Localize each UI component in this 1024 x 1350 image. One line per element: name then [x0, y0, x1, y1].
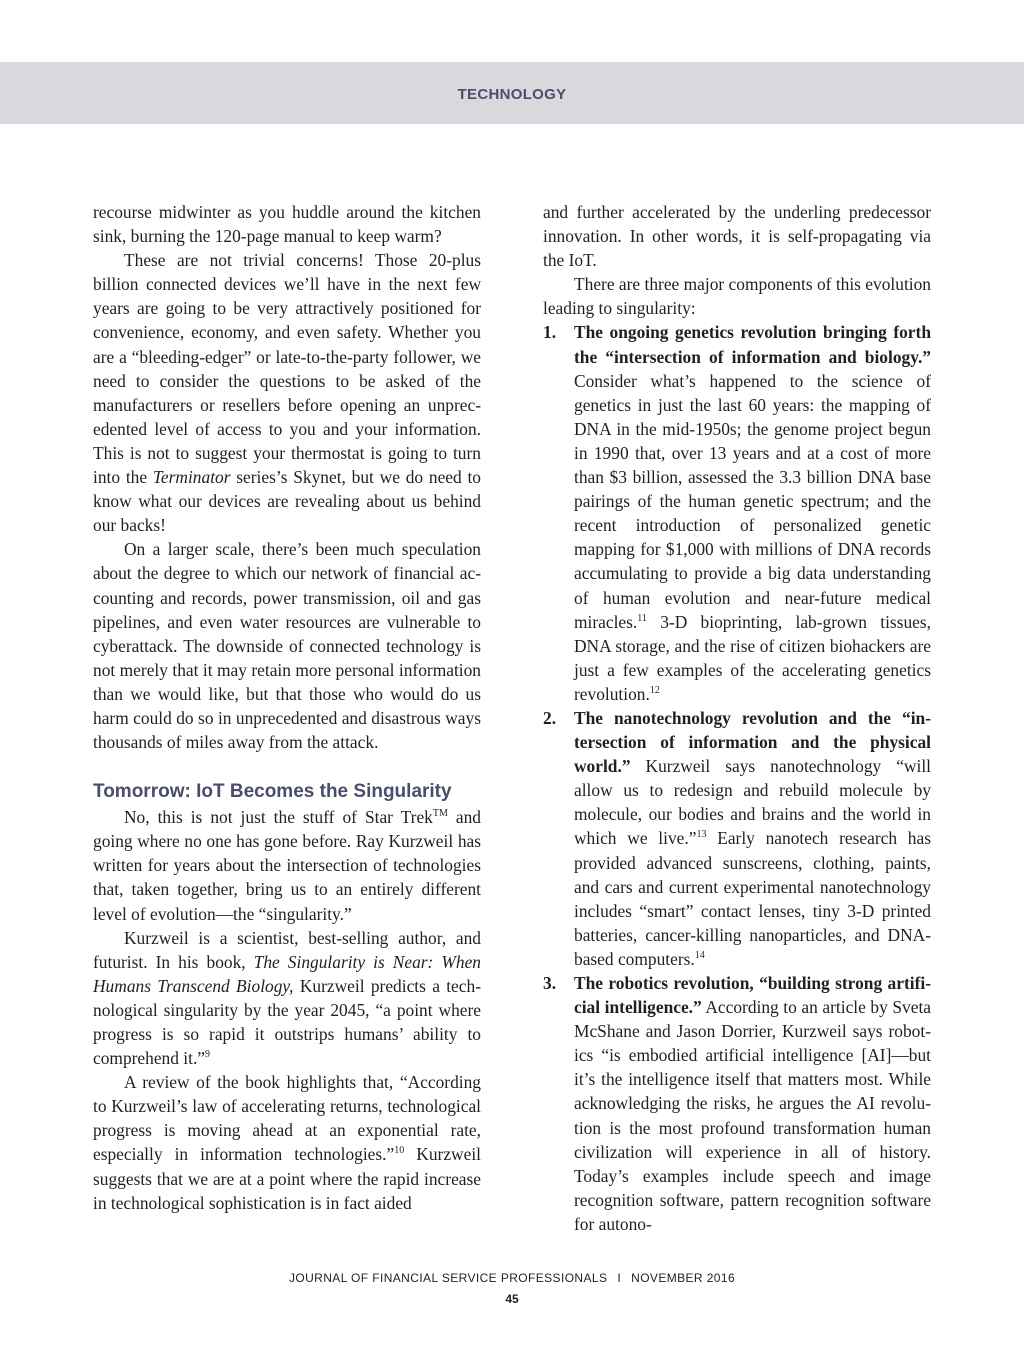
list-item: 1. The ongoing genetics revolution bringing forth the “intersection of information and biology.” Consider what’s happened to the science of genetics in just the last 60 years: the mapping of DNA in the mid-1950s; the genome project begun in 1990 that, over 13 years and at a cost of more than $3 billion, assessed the 3.3 billion DNA base pairings of the human genetic spectrum; and the recent introduction of personalized genetic mapping for $1,000 with millions of DNA records accumulating to provide a big data understanding of human evolution and near-future medical miracles.$^{11}$ 3-D bioprinting, lab-grown tissues, DNA storage, and the rise of citizen biohackers are just a few examples of the accelerating genetics revolution.$^{12}$	[543, 322, 931, 704]
footer-separator: I	[617, 1271, 622, 1285]
list-item: 2. The nanotechnology revolution and the “intersection of information and the physical world.” Kurzweil says nanotechnology “will allow us to redesign and rebuild molecule by molecule, our bodies and brains and the world in which we live.”$^{13}$ Early nanotech research has provided advanced sunscreens, clothing, paints, and cars and current experimental nanotechnology includes “smart” contact lenses, tiny 3-D printed batteries, cancer-killing nanoparticles, and DNA-based computers.$^{14}$	[543, 707, 931, 969]
list-item: 3. The robotics revolution, “building strong artificial intelligence.” According to an article by Sveta McShane and Jason Dorrier, Kurzweil says robotics “is embodied artificial intelligence [AI]—but it’s the intelligence itself that matters most. While acknowledging the risks, he argues the AI revolution is the most profound transformation human civilization will experience in all of history. Today’s examples include speech and image recognition software, pattern recognition software for autono-	[543, 973, 931, 1234]
paragraph: No, this is not just the stuff of Star Trek™ and going where no one has gone before. Ray Kurzweil has written for years about the intersection of technologies that, taken together, bring us to an entirely different level of evolution—the “singularity.”	[93, 807, 481, 924]
paragraph: There are three major components of this evolution leading to singularity:	[543, 274, 931, 319]
paragraph: Kurzweil is a scientist, best-selling author, and futurist. In his book, The Singularity is Near: When Humans Transcend Biology, Kurzweil predicts a technological singularity by the year 2045, “a point where progress is so rapid it outstrips humans’ ability to comprehend it.”$^9$	[93, 927, 481, 1069]
italic-title: The Singularity is Near: When Humans Transcend Biology,	[93, 951, 481, 996]
paragraph: and further accelerated by the underling predecessor innovation. In other words, it is self-propagating via the IoT.	[543, 202, 931, 271]
issue-date: NOVEMBER 2016	[631, 1271, 736, 1285]
footnote-ref: 13	[696, 829, 707, 841]
paragraph: recourse midwinter as you huddle around the kitchen sink, burning the 120-page manual to keep warm?	[93, 202, 481, 247]
section-label: TECHNOLOGY	[457, 86, 567, 103]
paragraph: A review of the book highlights that, “According to Kurzweil’s law of accelerating returns, technological progress is moving ahead at an exponential rate, especially in information technologies.”$^{10}$ Kurzweil suggests that we are at a point where the rapid increase in technological sophistication is in fact aided	[93, 1072, 481, 1213]
list-number: 2.	[543, 707, 557, 728]
right-column	[543, 200, 931, 1236]
left-column	[93, 200, 481, 1215]
section-heading: Tomorrow: IoT Becomes the Singularity	[93, 781, 452, 803]
list-number: 1.	[543, 322, 557, 343]
footnote-ref: 14	[694, 949, 705, 961]
footnote-ref: 9	[205, 1049, 211, 1061]
footnote-ref: 10	[394, 1145, 405, 1157]
page-number: 45	[505, 1292, 519, 1306]
journal-name: JOURNAL OF FINANCIAL SERVICE PROFESSIONALS	[288, 1271, 608, 1285]
trademark-mark: TM	[432, 808, 448, 820]
paragraph: On a larger scale, there’s been much speculation about the degree to which our network of financial accounting and records, power transmission, oil and gas pipelines, and even water resources are vulnerable to cyberattack. The downside of connected technology is not merely that it may retain more personal information than we would like, but that those who would do us harm could do so in unprecedented and disastrous ways thousands of miles away from the attack.	[93, 539, 481, 753]
footnote-ref: 11	[637, 612, 647, 624]
numbered-list	[543, 320, 931, 1236]
italic-title: Terminator	[152, 467, 231, 488]
paragraph: These are not trivial concerns! Those 20-plus billion connected devices we’ll have in the next few years are going to be very attractively positioned for convenience, economy, and even safety. Whether you are a “bleeding-edger” or late-to-the-party follower, we need to consider the questions to be asked of the manufacturers or resellers before opening an unprecedented level of access to you and your information. This is not to suggest your thermostat is going to turn into the Terminator series’s Skynet, but we do need to know what our devices are revealing about us behind our backs!	[93, 250, 482, 536]
footnote-ref: 12	[649, 684, 660, 696]
footer-journal-line	[0, 1271, 1024, 1285]
list-number: 3.	[543, 973, 557, 993]
